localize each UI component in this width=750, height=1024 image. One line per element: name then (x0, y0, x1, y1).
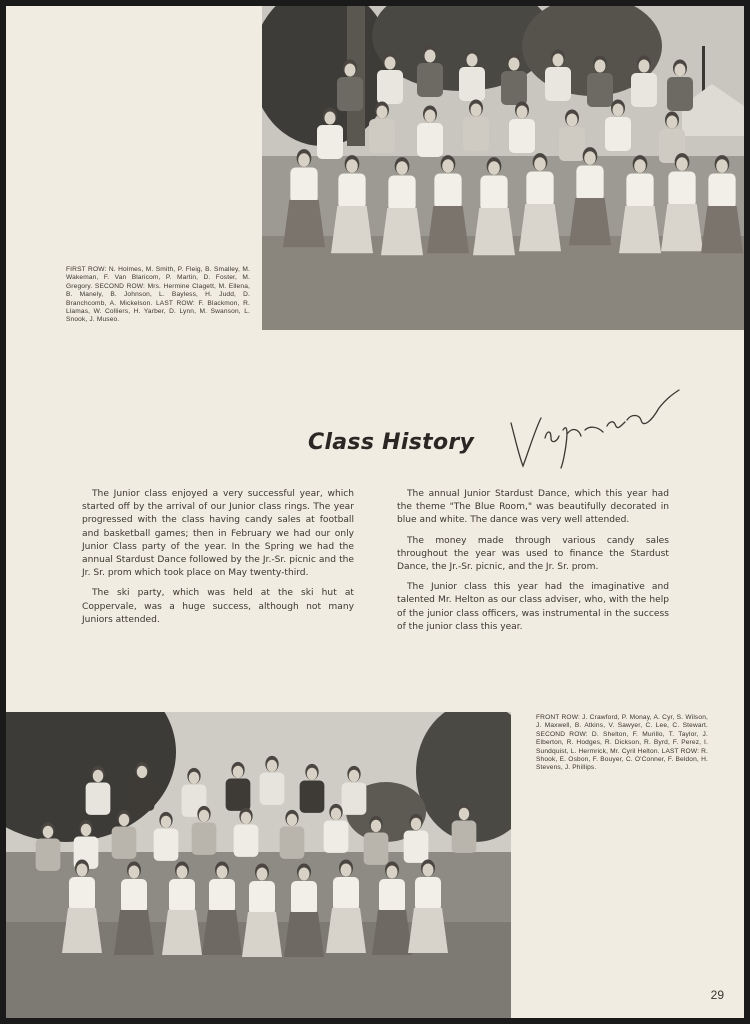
bottom-photo-caption: FRONT ROW: J. Crawford, P. Monay, A. Cyr, S. Wilson, J. Maxwell, B. Atkins, V. Sawyer, C. Lee, C. Stewart. SECOND ROW: D. Shelton, F. Murillo, T. Taylor, J. Elberton, R. Hodges, R. Dickson, R. Byrd, F. Perez, I. Sundquist, L. Hermrick, Mr. Cyril Helton. LAST ROW: R. Shook, E. Osbon, F. Bouyer, C. O'Conner, F. Beldon, H. Stevens, J. Phillips. (536, 714, 708, 772)
virginia-signature (501, 378, 686, 473)
article-column-right (397, 488, 669, 641)
article-column-left (82, 488, 354, 634)
article-paragraph: The annual Junior Stardust Dance, which this year had the theme "The Blue Room," was beautifully decorated in blue and white. The dance was very well attended. (397, 489, 669, 526)
class-photo-bottom (6, 712, 511, 1018)
article-title: Class History (308, 430, 475, 455)
page-number: 29 (710, 988, 724, 1002)
article-paragraph: The money made through various candy sales throughout the year was used to finance the Stardust Dance, the Jr.-Sr. picnic, and the Jr. Sr. prom. (397, 535, 669, 573)
article-paragraph: The Junior class enjoyed a very successful year, which started off by the arrival of our Junior class rings. The year progressed with the class having candy sales at football and basketball games; then in February we had our only Junior Class party of the year. In the Spring we had the annual Stardust Dance followed by the Jr.-Sr. picnic and the Jr. Sr. prom which took place on May twenty-third. (82, 489, 354, 579)
top-photo-caption: FIRST ROW: N. Holmes, M. Smith, P. Fleig, B. Smalley, M. Wakeman, F. Van Blaricom, P. Martin, D. Foster, M. Gregory. SECOND ROW: Mrs. Hermine Clagett, M. Ellena, B. Manely, B. Johnson, L. Bayless, H. Judd, D. Branchcomb, A. Mickelson. LAST ROW: F. Blackmon, R. Llamas, W. Colliers, H. Yarber, D. Lynn, M. Swanson, L. Snook, J. Museo. (66, 266, 250, 324)
article-paragraph: The ski party, which was held at the ski hut at Coppervale, was a huge success, although not many Juniors attended. (82, 588, 354, 625)
article-paragraph: The Junior class this year had the imaginative and talented Mr. Helton as our class adviser, who, with the help of the junior class officers, was instrumental in the success of the junior class this year. (397, 582, 669, 632)
class-photo-top (262, 6, 744, 330)
yearbook-page (6, 6, 744, 1018)
